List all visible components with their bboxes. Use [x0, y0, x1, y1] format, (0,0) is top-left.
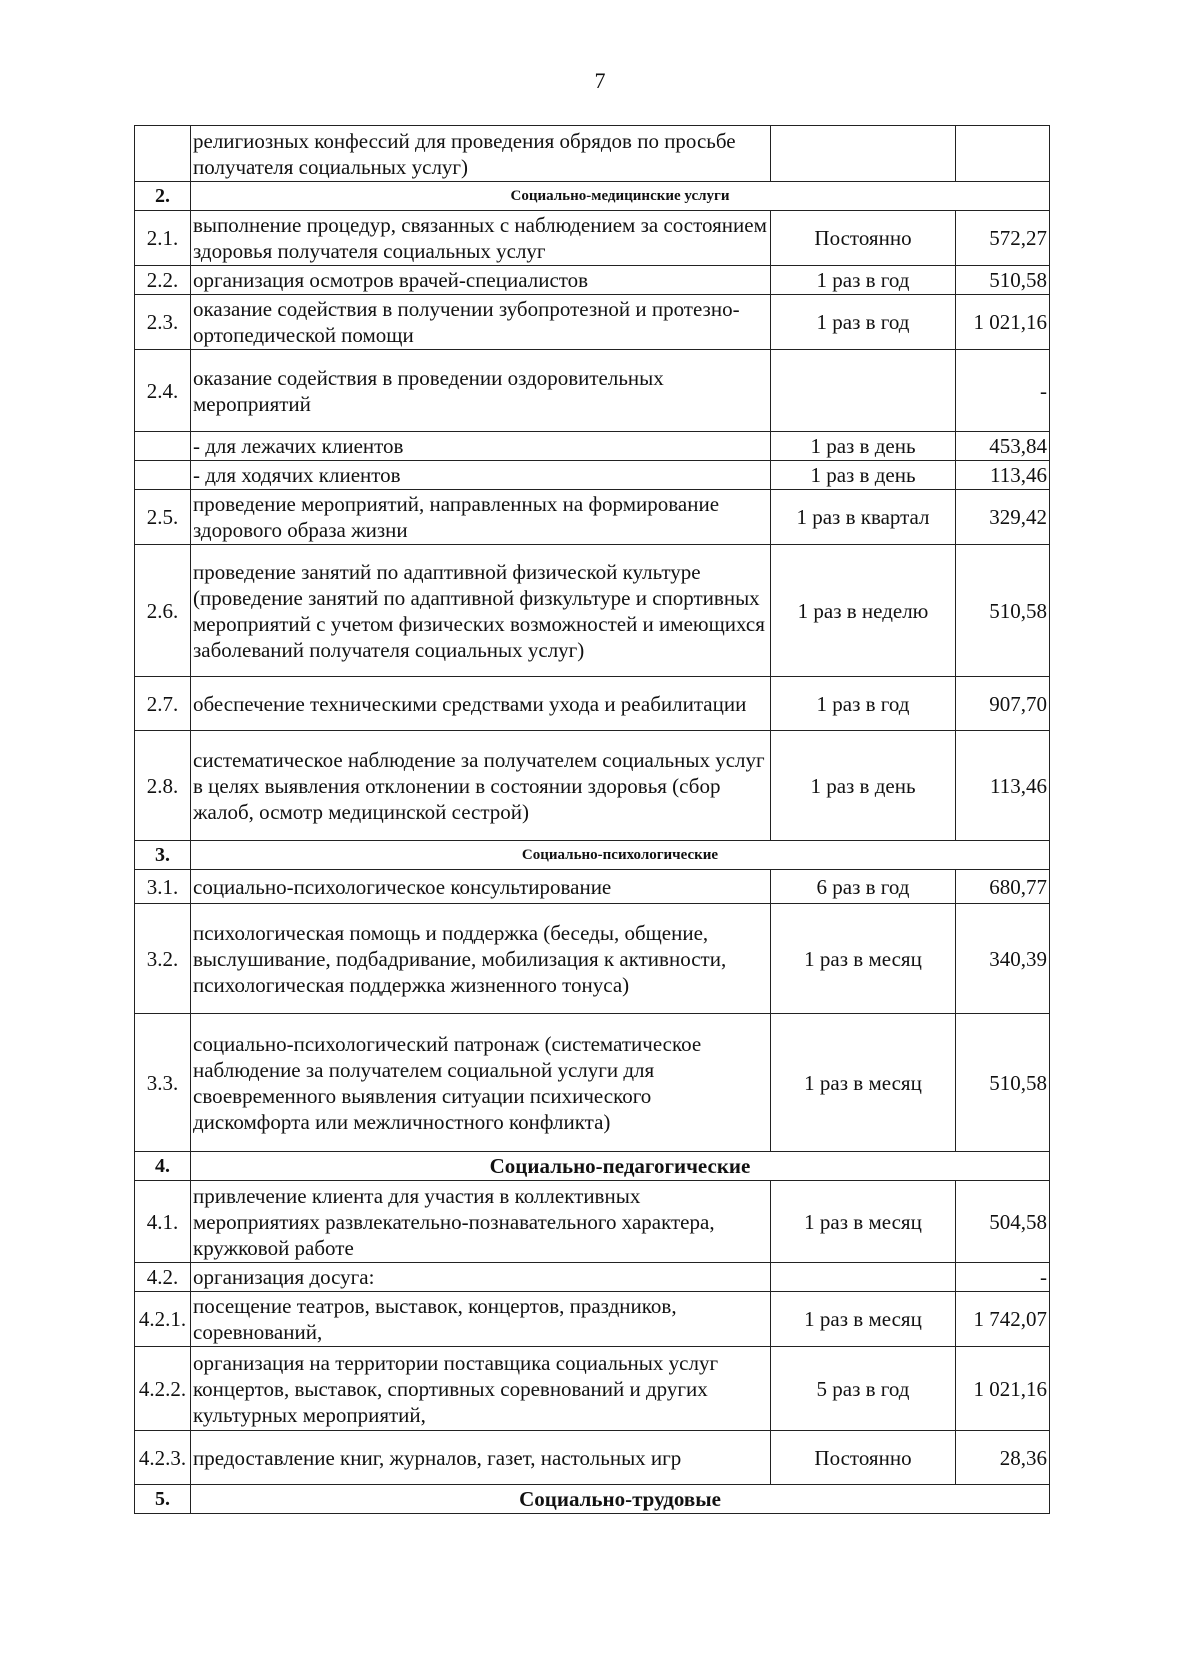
item-number [135, 126, 191, 182]
service-price: 572,27 [956, 211, 1050, 266]
service-price: - [956, 1263, 1050, 1292]
page-number: 7 [594, 68, 606, 93]
item-number: 4.2.3. [135, 1431, 191, 1485]
item-number: 2.8. [135, 731, 191, 841]
service-description: оказание содействия в проведении оздоровительных мероприятий [191, 350, 771, 432]
service-price: 1 021,16 [956, 295, 1050, 350]
service-price: 680,77 [956, 870, 1050, 904]
item-number: 2.6. [135, 545, 191, 677]
service-description: предоставление книг, журналов, газет, настольных игр [191, 1431, 771, 1485]
item-number: 4.1. [135, 1181, 191, 1263]
service-price: 1 742,07 [956, 1292, 1050, 1347]
service-description: религиозных конфессий для проведения обрядов по просьбе получателя социальных услуг) [191, 126, 771, 182]
service-frequency: 1 раз в квартал [771, 490, 956, 545]
service-price: 329,42 [956, 490, 1050, 545]
service-price: 907,70 [956, 677, 1050, 731]
service-frequency: 1 раз в год [771, 677, 956, 731]
service-frequency: 1 раз в месяц [771, 904, 956, 1014]
service-frequency: 1 раз в месяц [771, 1292, 956, 1347]
service-description: оказание содействия в получении зубопротезной и протезно-ортопедической помощи [191, 295, 771, 350]
section-row [135, 841, 1050, 870]
item-number: 2.7. [135, 677, 191, 731]
table-row [135, 1181, 1050, 1263]
service-price: 340,39 [956, 904, 1050, 1014]
service-price: - [956, 350, 1050, 432]
service-frequency [771, 126, 956, 182]
table-row [135, 1014, 1050, 1152]
item-number: 2.5. [135, 490, 191, 545]
service-frequency: 1 раз в год [771, 266, 956, 295]
item-number: 3.1. [135, 870, 191, 904]
section-row [135, 1152, 1050, 1181]
service-frequency: 1 раз в день [771, 731, 956, 841]
section-number: 3. [135, 841, 191, 870]
service-price: 510,58 [956, 545, 1050, 677]
service-frequency: 1 раз в месяц [771, 1181, 956, 1263]
section-title: Социально-психологические [191, 841, 1050, 870]
item-number: 2.3. [135, 295, 191, 350]
service-description: систематическое наблюдение за получателем социальных услуг в целях выявления отклонении в состоянии здоровья (сбор жалоб, осмотр медицинской сестрой) [191, 731, 771, 841]
service-frequency: 1 раз в год [771, 295, 956, 350]
table-row [135, 1263, 1050, 1292]
service-description: - для ходячих клиентов [191, 461, 771, 490]
service-frequency: 1 раз в неделю [771, 545, 956, 677]
service-price: 1 021,16 [956, 1347, 1050, 1431]
service-price: 113,46 [956, 731, 1050, 841]
service-price: 510,58 [956, 1014, 1050, 1152]
section-row [135, 1485, 1050, 1514]
item-number: 4.2.2. [135, 1347, 191, 1431]
item-number [135, 461, 191, 490]
item-number: 2.4. [135, 350, 191, 432]
table-row [135, 266, 1050, 295]
section-title: Социально-медицинские услуги [191, 182, 1050, 211]
section-title: Социально-трудовые [191, 1485, 1050, 1514]
section-number: 2. [135, 182, 191, 211]
service-description: организация осмотров врачей-специалистов [191, 266, 771, 295]
item-number: 3.2. [135, 904, 191, 1014]
section-title: Социально-педагогические [191, 1152, 1050, 1181]
service-description: привлечение клиента для участия в коллективных мероприятиях развлекательно-познавательного характера, кружковой работе [191, 1181, 771, 1263]
service-frequency: 6 раз в год [771, 870, 956, 904]
table-row [135, 1292, 1050, 1347]
service-description: организация на территории поставщика социальных услуг концертов, выставок, спортивных соревнований и других культурных мероприятий, [191, 1347, 771, 1431]
service-price: 510,58 [956, 266, 1050, 295]
service-price: 113,46 [956, 461, 1050, 490]
table-row [135, 350, 1050, 432]
service-frequency [771, 350, 956, 432]
table-row [135, 904, 1050, 1014]
service-frequency: Постоянно [771, 1431, 956, 1485]
service-description: обеспечение техническими средствами ухода и реабилитации [191, 677, 771, 731]
service-price: 453,84 [956, 432, 1050, 461]
service-description: социально-психологическое консультирование [191, 870, 771, 904]
service-frequency: 1 раз в день [771, 461, 956, 490]
item-number: 4.2. [135, 1263, 191, 1292]
table-row [135, 545, 1050, 677]
item-number [135, 432, 191, 461]
table-row [135, 731, 1050, 841]
table-row [135, 870, 1050, 904]
table-row [135, 1347, 1050, 1431]
service-frequency: 5 раз в год [771, 1347, 956, 1431]
service-price: 28,36 [956, 1431, 1050, 1485]
table-row [135, 295, 1050, 350]
service-price: 504,58 [956, 1181, 1050, 1263]
service-description: психологическая помощь и поддержка (беседы, общение, выслушивание, подбадривание, мобилизация к активности, психологическая поддержка жизненного тонуса) [191, 904, 771, 1014]
section-number: 5. [135, 1485, 191, 1514]
service-description: организация досуга: [191, 1263, 771, 1292]
table-row [135, 126, 1050, 182]
service-price [956, 126, 1050, 182]
table-row [135, 432, 1050, 461]
service-frequency: 1 раз в день [771, 432, 956, 461]
item-number: 2.2. [135, 266, 191, 295]
service-frequency: 1 раз в месяц [771, 1014, 956, 1152]
service-description: социально-психологический патронаж (систематическое наблюдение за получателем социальной услуги для своевременного выявления ситуации психического дискомфорта или межличностного конфликта) [191, 1014, 771, 1152]
service-frequency [771, 1263, 956, 1292]
section-row [135, 182, 1050, 211]
item-number: 2.1. [135, 211, 191, 266]
service-description: проведение мероприятий, направленных на формирование здорового образа жизни [191, 490, 771, 545]
item-number: 3.3. [135, 1014, 191, 1152]
service-description: посещение театров, выставок, концертов, праздников, соревнований, [191, 1292, 771, 1347]
service-description: выполнение процедур, связанных с наблюдением за состоянием здоровья получателя социальных услуг [191, 211, 771, 266]
table-row [135, 1431, 1050, 1485]
item-number: 4.2.1. [135, 1292, 191, 1347]
service-description: - для лежачих клиентов [191, 432, 771, 461]
service-frequency: Постоянно [771, 211, 956, 266]
table-row [135, 461, 1050, 490]
table-row [135, 490, 1050, 545]
section-number: 4. [135, 1152, 191, 1181]
table-row [135, 211, 1050, 266]
services-table [134, 125, 1050, 1514]
service-description: проведение занятий по адаптивной физической культуре (проведение занятий по адаптивной физкультуре и спортивных мероприятий с учетом физических возможностей и имеющихся заболеваний получателя социальных услуг) [191, 545, 771, 677]
table-row [135, 677, 1050, 731]
